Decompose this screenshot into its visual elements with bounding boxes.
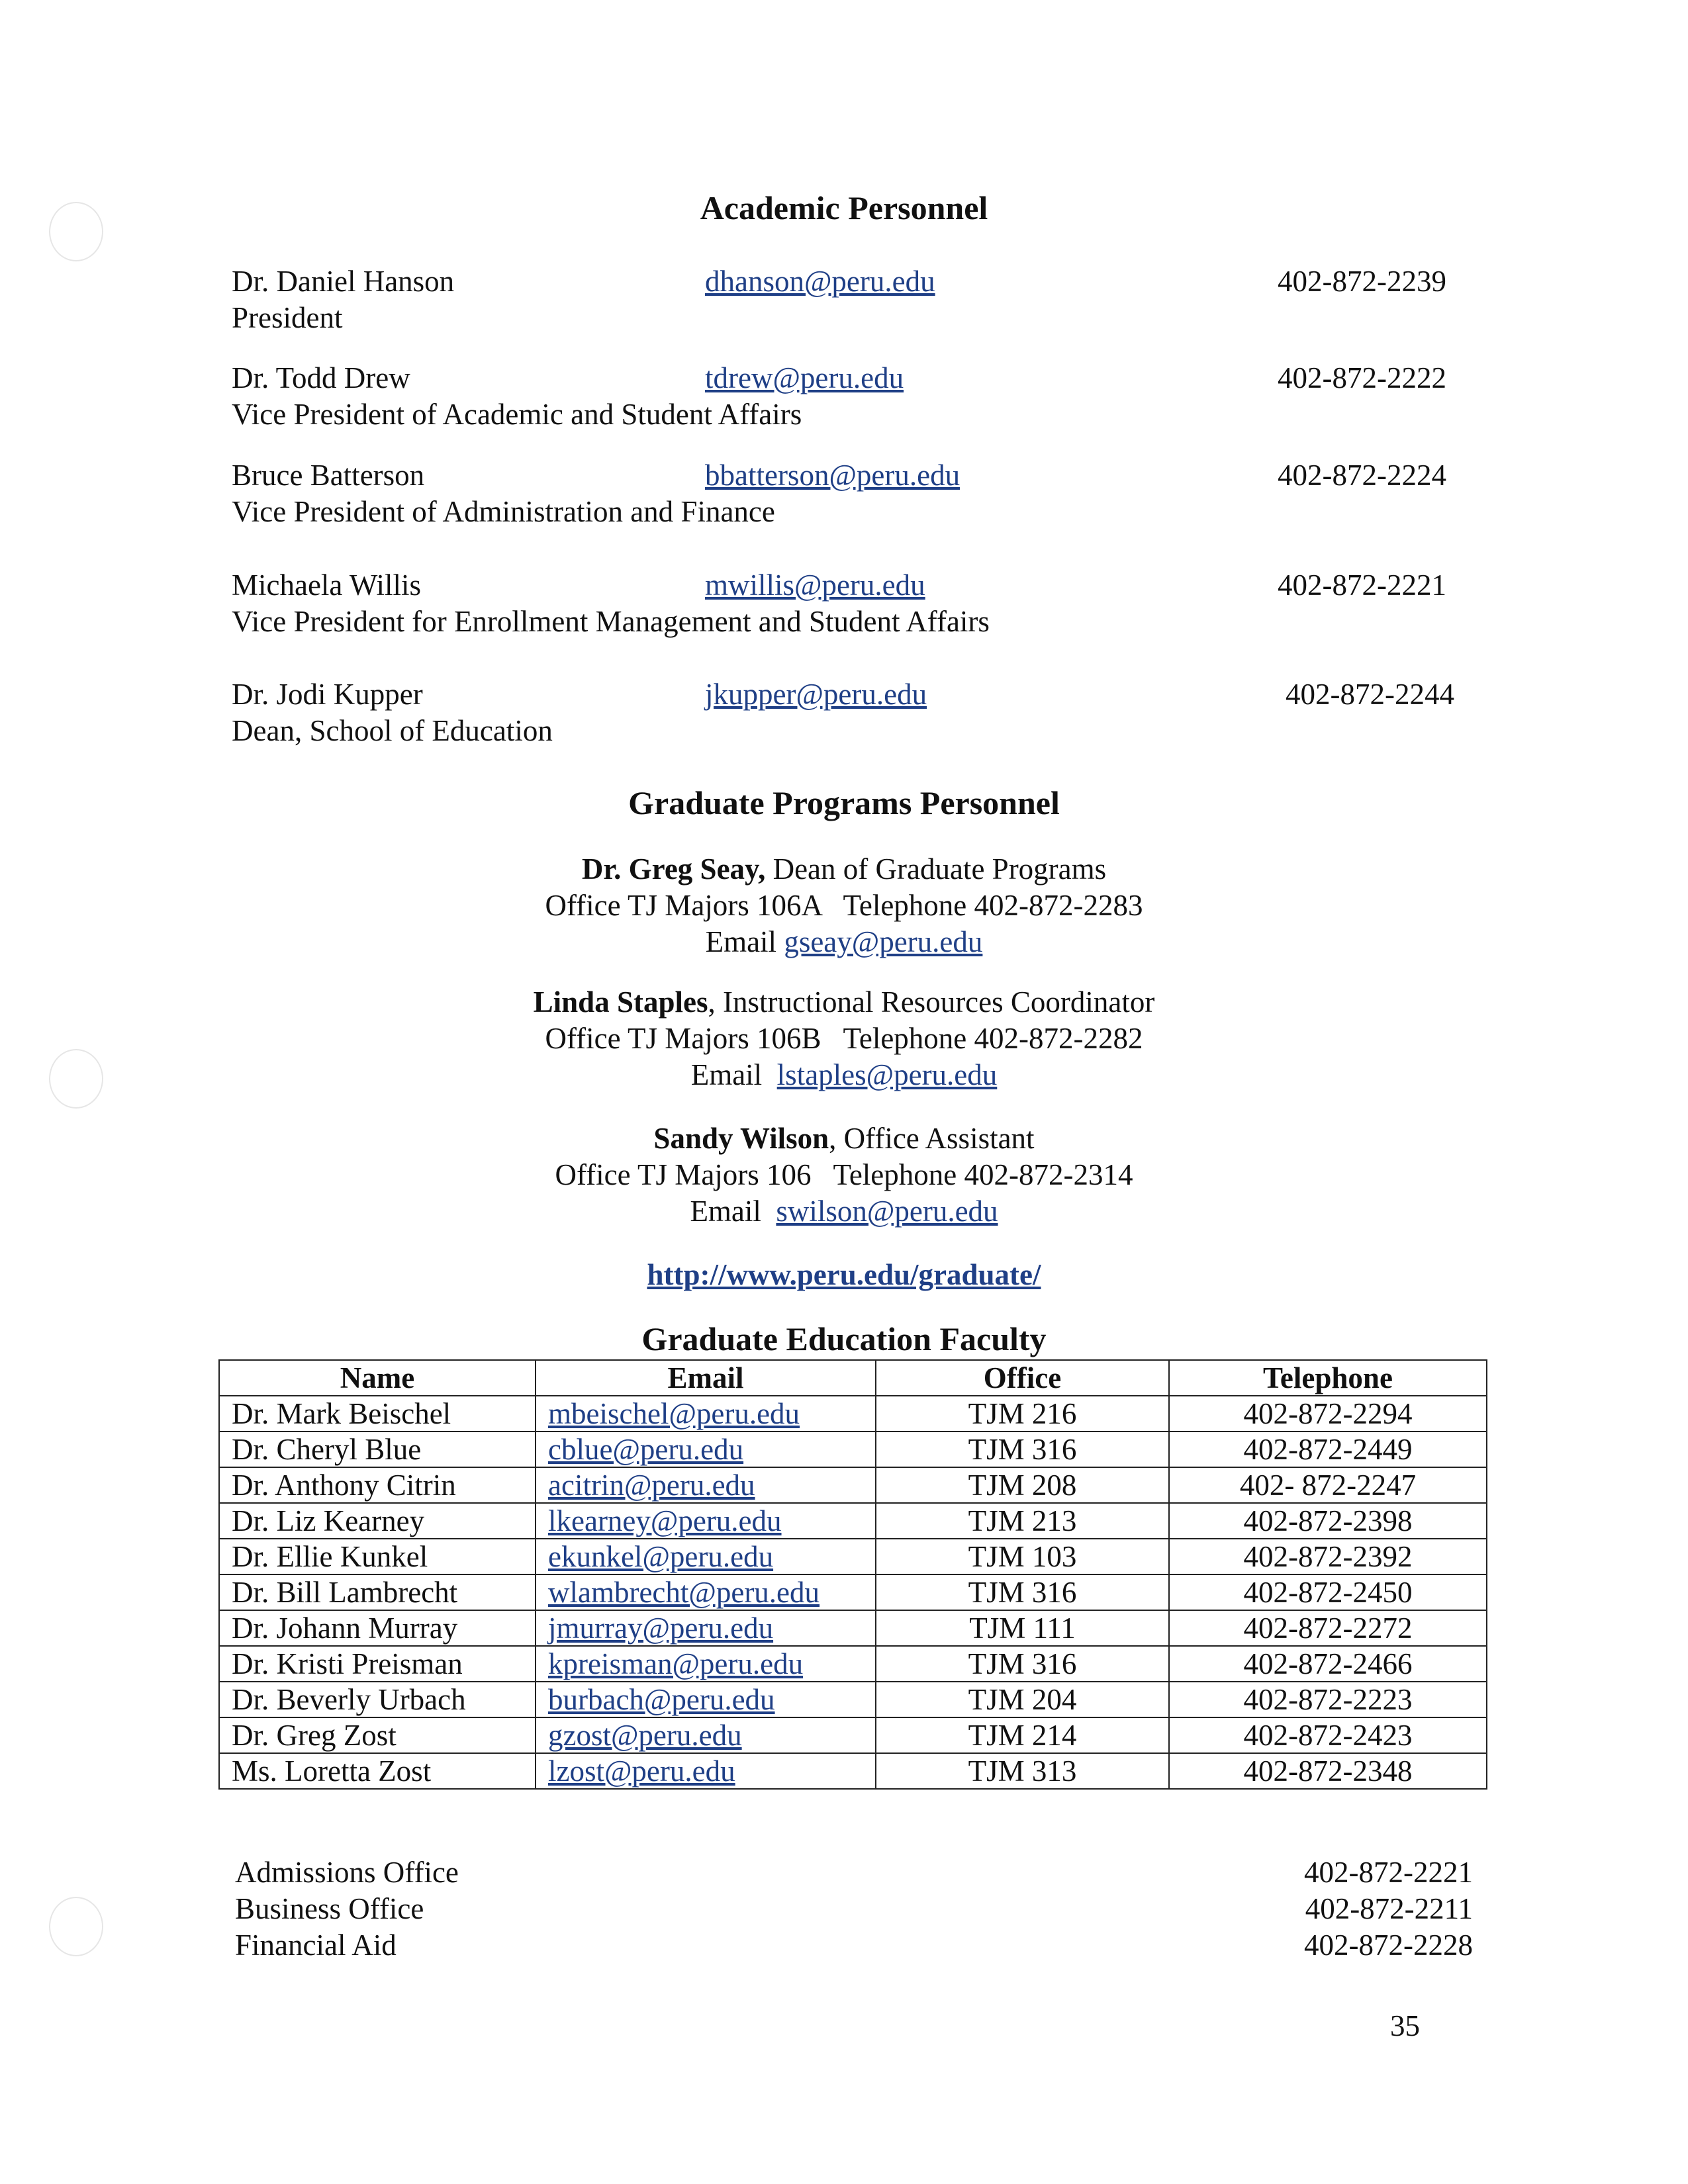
table-cell xyxy=(536,1503,876,1539)
person-phone: 402-872-2239 xyxy=(1278,265,1446,298)
person-name: Dr. Daniel Hanson xyxy=(232,265,455,298)
staff-office-line: Office TJ Majors 106 Telephone 402-872-2314 xyxy=(555,1158,1133,1191)
staff-email-link[interactable]: gseay@peru.edu xyxy=(784,925,983,958)
table-row xyxy=(219,1646,1487,1682)
table-cell xyxy=(536,1682,876,1717)
table-row xyxy=(219,1467,1487,1503)
table-row xyxy=(219,1396,1487,1432)
person-title: President xyxy=(232,301,343,334)
faculty-name-cell: Dr. Mark Beischel xyxy=(219,1396,536,1432)
graduate-personnel-heading: Graduate Programs Personnel xyxy=(628,784,1060,821)
table-row xyxy=(219,1503,1487,1539)
faculty-office-cell: TJM 214 xyxy=(876,1717,1169,1753)
table-cell xyxy=(536,1717,876,1753)
faculty-name-cell: Dr. Anthony Citrin xyxy=(219,1467,536,1503)
faculty-phone-cell: 402- 872-2247 xyxy=(1169,1467,1487,1503)
staff-email-link[interactable]: swilson@peru.edu xyxy=(776,1195,998,1228)
staff-role: Dean of Graduate Programs xyxy=(765,852,1107,886)
table-row xyxy=(219,1682,1487,1717)
faculty-name-cell: Dr. Johann Murray xyxy=(219,1610,536,1646)
person-name: Michaela Willis xyxy=(232,569,422,602)
graduate-staff-block xyxy=(0,851,1688,960)
faculty-office-cell: TJM 103 xyxy=(876,1539,1169,1574)
person-title: Vice President for Enrollment Management and Student Affairs xyxy=(232,605,990,638)
staff-role: , Instructional Resources Coordinator xyxy=(708,985,1155,1019)
faculty-email-link[interactable]: lkearney@peru.edu xyxy=(548,1504,782,1537)
faculty-email-link[interactable]: gzost@peru.edu xyxy=(548,1718,742,1752)
person-email-link[interactable]: mwillis@peru.edu xyxy=(705,569,925,602)
faculty-office-cell: TJM 316 xyxy=(876,1574,1169,1610)
graduate-website-link[interactable]: http://www.peru.edu/graduate/ xyxy=(647,1258,1041,1291)
graduate-staff-block xyxy=(0,984,1688,1093)
office-phone: 402-872-2228 xyxy=(1304,1929,1473,1962)
faculty-office-cell: TJM 204 xyxy=(876,1682,1169,1717)
office-contact-row xyxy=(235,1891,1473,1928)
faculty-email-link[interactable]: lzost@peru.edu xyxy=(548,1754,735,1788)
table-row xyxy=(219,1574,1487,1610)
table-header-row xyxy=(219,1360,1487,1396)
person-title: Vice President of Administration and Finance xyxy=(232,495,775,528)
person-name: Bruce Batterson xyxy=(232,459,425,492)
faculty-email-link[interactable]: wlambrecht@peru.edu xyxy=(548,1575,820,1609)
office-label: Financial Aid xyxy=(235,1929,397,1962)
faculty-office-cell: TJM 316 xyxy=(876,1646,1169,1682)
column-header-office: Office xyxy=(876,1360,1169,1396)
faculty-phone-cell: 402-872-2272 xyxy=(1169,1610,1487,1646)
person-email-link[interactable]: bbatterson@peru.edu xyxy=(705,459,961,492)
faculty-phone-cell: 402-872-2348 xyxy=(1169,1753,1487,1789)
table-row xyxy=(219,1610,1487,1646)
faculty-office-cell: TJM 213 xyxy=(876,1503,1169,1539)
staff-email-link[interactable]: lstaples@peru.edu xyxy=(776,1058,998,1091)
academic-person xyxy=(232,567,1489,647)
staff-name: Linda Staples xyxy=(533,985,708,1019)
staff-office-line: Office TJ Majors 106B Telephone 402-872-2282 xyxy=(545,1022,1143,1055)
table-row xyxy=(219,1539,1487,1574)
faculty-office-cell: TJM 316 xyxy=(876,1432,1169,1467)
table-cell xyxy=(536,1610,876,1646)
table-cell xyxy=(536,1396,876,1432)
faculty-phone-cell: 402-872-2398 xyxy=(1169,1503,1487,1539)
staff-email-label: Email xyxy=(690,1058,777,1091)
faculty-office-cell: TJM 208 xyxy=(876,1467,1169,1503)
office-phone: 402-872-2221 xyxy=(1304,1856,1473,1889)
person-title: Vice President of Academic and Student Affairs xyxy=(232,398,802,431)
faculty-office-cell: TJM 216 xyxy=(876,1396,1169,1432)
academic-personnel-heading: Academic Personnel xyxy=(700,189,988,226)
faculty-email-link[interactable]: acitrin@peru.edu xyxy=(548,1468,755,1502)
table-row xyxy=(219,1753,1487,1789)
person-email-link[interactable]: jkupper@peru.edu xyxy=(705,678,927,711)
faculty-phone-cell: 402-872-2466 xyxy=(1169,1646,1487,1682)
office-label: Admissions Office xyxy=(235,1856,459,1889)
staff-email-label: Email xyxy=(690,1195,776,1228)
page-number: 35 xyxy=(1390,2009,1420,2042)
office-contact-row xyxy=(235,1927,1473,1964)
table-cell xyxy=(536,1646,876,1682)
faculty-phone-cell: 402-872-2423 xyxy=(1169,1717,1487,1753)
faculty-email-link[interactable]: kpreisman@peru.edu xyxy=(548,1647,804,1680)
faculty-name-cell: Dr. Greg Zost xyxy=(219,1717,536,1753)
staff-name: Sandy Wilson xyxy=(653,1122,829,1155)
faculty-phone-cell: 402-872-2449 xyxy=(1169,1432,1487,1467)
faculty-office-cell: TJM 313 xyxy=(876,1753,1169,1789)
person-title: Dean, School of Education xyxy=(232,714,553,747)
faculty-phone-cell: 402-872-2294 xyxy=(1169,1396,1487,1432)
person-phone: 402-872-2222 xyxy=(1278,361,1446,394)
table-cell xyxy=(536,1539,876,1574)
faculty-email-link[interactable]: burbach@peru.edu xyxy=(548,1682,775,1716)
person-name: Dr. Jodi Kupper xyxy=(232,678,423,711)
faculty-name-cell: Dr. Kristi Preisman xyxy=(219,1646,536,1682)
table-row xyxy=(219,1432,1487,1467)
faculty-heading: Graduate Education Faculty xyxy=(641,1320,1047,1357)
faculty-phone-cell: 402-872-2223 xyxy=(1169,1682,1487,1717)
office-contact-row xyxy=(235,1854,1473,1891)
table-cell xyxy=(536,1753,876,1789)
office-label: Business Office xyxy=(235,1892,424,1925)
staff-office-line: Office TJ Majors 106A Telephone 402-872-2283 xyxy=(545,889,1143,922)
faculty-name-cell: Dr. Bill Lambrecht xyxy=(219,1574,536,1610)
faculty-email-link[interactable]: jmurray@peru.edu xyxy=(548,1611,774,1645)
office-phone: 402-872-2211 xyxy=(1305,1892,1473,1925)
faculty-phone-cell: 402-872-2392 xyxy=(1169,1539,1487,1574)
faculty-email-link[interactable]: cblue@peru.edu xyxy=(548,1432,744,1466)
faculty-office-cell: TJM 111 xyxy=(876,1610,1169,1646)
faculty-name-cell: Ms. Loretta Zost xyxy=(219,1753,536,1789)
person-name: Dr. Todd Drew xyxy=(232,361,410,394)
column-header-name: Name xyxy=(219,1360,536,1396)
faculty-name-cell: Dr. Cheryl Blue xyxy=(219,1432,536,1467)
table-cell xyxy=(536,1432,876,1467)
column-header-email: Email xyxy=(536,1360,876,1396)
staff-email-label: Email xyxy=(705,925,784,958)
person-email-link[interactable]: tdrew@peru.edu xyxy=(705,361,904,394)
academic-person xyxy=(232,676,1489,756)
person-email-link[interactable]: dhanson@peru.edu xyxy=(705,265,935,298)
faculty-email-link[interactable]: ekunkel@peru.edu xyxy=(548,1539,774,1573)
column-header-telephone: Telephone xyxy=(1169,1360,1487,1396)
person-phone: 402-872-2244 xyxy=(1286,678,1454,711)
person-phone: 402-872-2224 xyxy=(1278,459,1446,492)
academic-person xyxy=(232,263,1489,343)
academic-person xyxy=(232,457,1489,537)
table-cell xyxy=(536,1467,876,1503)
faculty-name-cell: Dr. Ellie Kunkel xyxy=(219,1539,536,1574)
faculty-phone-cell: 402-872-2450 xyxy=(1169,1574,1487,1610)
staff-role: , Office Assistant xyxy=(829,1122,1035,1155)
faculty-email-link[interactable]: mbeischel@peru.edu xyxy=(548,1396,800,1430)
faculty-name-cell: Dr. Beverly Urbach xyxy=(219,1682,536,1717)
graduate-staff-block xyxy=(0,1120,1688,1230)
faculty-name-cell: Dr. Liz Kearney xyxy=(219,1503,536,1539)
table-cell xyxy=(536,1574,876,1610)
faculty-table xyxy=(218,1359,1487,1790)
staff-name: Dr. Greg Seay, xyxy=(581,852,766,886)
academic-person xyxy=(232,360,1489,439)
punch-hole-bottom xyxy=(49,1897,103,1956)
person-phone: 402-872-2221 xyxy=(1278,569,1446,602)
table-row xyxy=(219,1717,1487,1753)
